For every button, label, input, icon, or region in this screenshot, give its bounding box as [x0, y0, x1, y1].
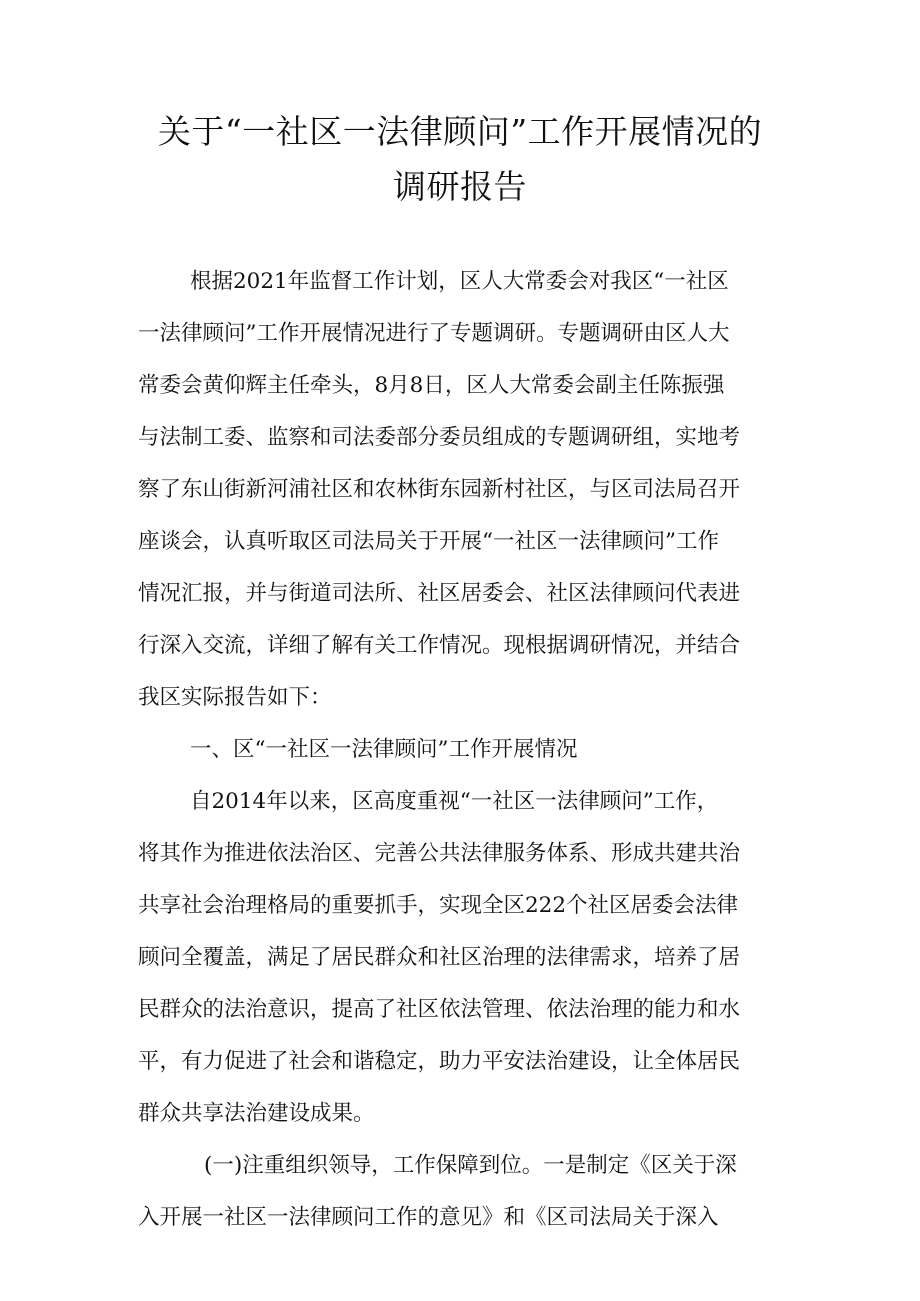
paragraph-overview	[138, 776, 790, 1140]
text-line: 民群众的法治意识，提高了社区依法管理、依法治理的能力和水	[138, 997, 741, 1022]
text-line: 常委会黄仰辉主任牵头，8月8日，区人大常委会副主任陈振强	[138, 373, 725, 398]
title-line-1: 关于“一社区一法律顾问”工作开展情况的	[157, 112, 763, 151]
document-body	[138, 256, 790, 1244]
text-line: 顾问全覆盖，满足了居民群众和社区治理的法律需求，培养了居	[138, 945, 741, 970]
document-title	[100, 104, 820, 214]
text-line: 一法律顾问”工作开展情况进行了专题调研。专题调研由区人大	[138, 321, 730, 346]
text-line: 共享社会治理格局的重要抓手，实现全区222个社区居委会法律	[138, 893, 739, 918]
text-line: 群众共享法治建设成果。	[138, 1101, 375, 1126]
text-line: 行深入交流，详细了解有关工作情况。现根据调研情况，并结合	[138, 633, 741, 658]
text-line: 将其作为推进依法治区、完善公共法律服务体系、形成共建共治	[138, 841, 741, 866]
paragraph-subsection-1	[138, 1140, 790, 1244]
text-line: 与法制工委、监察和司法委部分委员组成的专题调研组，实地考	[138, 425, 741, 450]
text-line: 我区实际报告如下：	[138, 685, 332, 710]
text-line: 座谈会，认真听取区司法局关于开展“一社区一法律顾问”工作	[138, 529, 719, 554]
text-line: 根据2021年监督工作计划，区人大常委会对我区“一社区	[190, 269, 729, 294]
text-line: (一)注重组织领导，工作保障到位。一是制定《区关于深	[204, 1153, 737, 1178]
text-line: 察了东山街新河浦社区和农林街东园新村社区，与区司法局召开	[138, 477, 741, 502]
text-line: 入开展一社区一法律顾问工作的意见》和《区司法局关于深入	[138, 1205, 719, 1230]
section-heading: 一、区“一社区一法律顾问”工作开展情况	[190, 737, 578, 762]
text-line: 自2014年以来，区高度重视“一社区一法律顾问”工作，	[190, 789, 719, 814]
paragraph-intro	[138, 256, 790, 724]
text-line: 平，有力促进了社会和谐稳定，助力平安法治建设，让全体居民	[138, 1049, 741, 1074]
text-line: 情况汇报，并与街道司法所、社区居委会、社区法律顾问代表进	[138, 581, 741, 606]
title-line-2: 调研报告	[393, 167, 527, 206]
